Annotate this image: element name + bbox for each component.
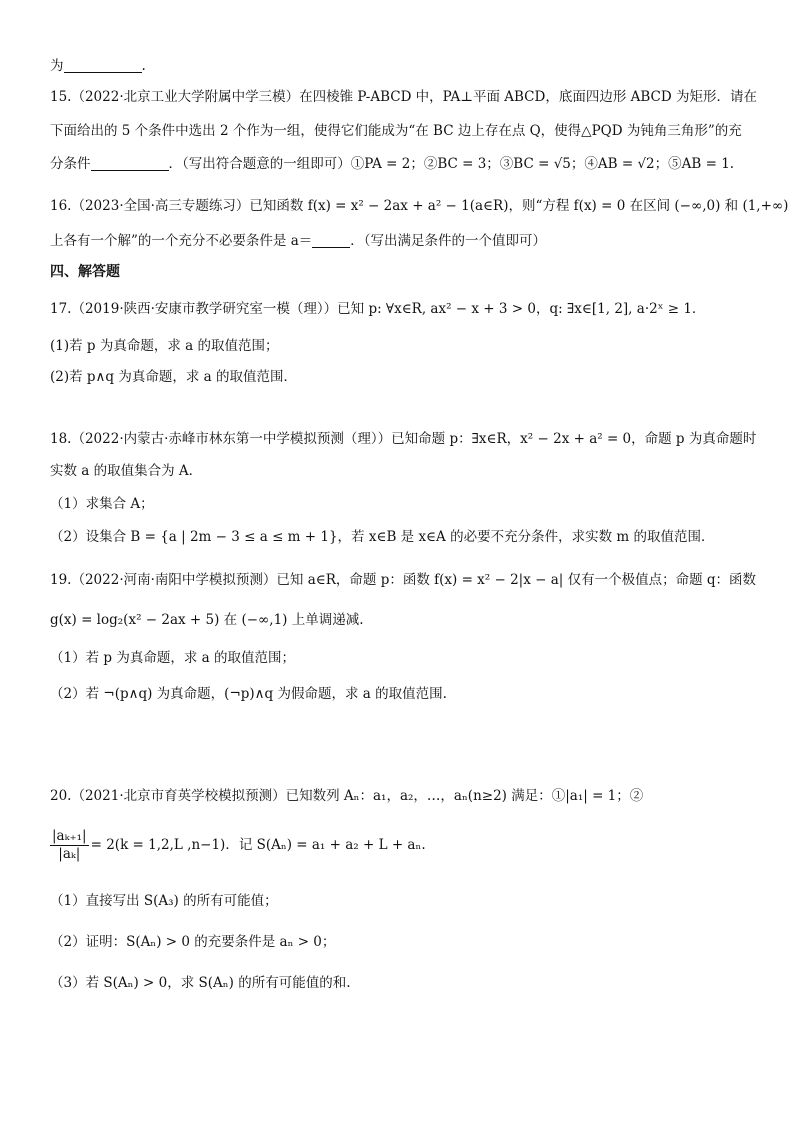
- text-fragment: 分条件: [50, 156, 91, 172]
- question-19-part-2: （2）若 ¬(p∧q) 为真命题，(¬p)∧q 为假命题，求 a 的取值范围.: [50, 686, 447, 702]
- question-17-part-1: (1)若 p 为真命题，求 a 的取值范围；: [50, 338, 279, 354]
- question-15-line-1: 15.（2022·北京工业大学附属中学三模）在四棱锥 P-ABCD 中，PA⊥平面 ABCD，底面四边形 ABCD 为矩形．请在: [50, 89, 757, 105]
- text-fragment: 上各有一个解”的一个充分不必要条件是 a＝: [50, 233, 313, 249]
- text-fragment: ．（写出满足条件的一个值即可）: [350, 233, 546, 249]
- question-17-stem: 17.（2019·陕西·安康市教学研究室一模（理））已知 p: ∀x∈R, ax² − x + 3 > 0，q: ∃x∈[1, 2], a·2ˣ ≥ 1．: [50, 301, 706, 317]
- answer-blank: [312, 233, 350, 248]
- text-fragment: 为: [50, 58, 64, 74]
- text-fragment: .: [141, 58, 146, 74]
- question-15-line-3: [50, 154, 750, 174]
- question-20-stem-line-1: 20.（2021·北京市育英学校模拟预测）已知数列 Aₙ：a₁，a₂，…，aₙ(n≥2) 满足：①|a₁| = 1；②: [50, 788, 644, 804]
- question-19-stem-line-2: g(x) = log₂(x² − 2ax + 5) 在 (−∞,1) 上单调递减.: [50, 612, 364, 628]
- question-16-line-2: [50, 231, 750, 251]
- question-20-part-3: （3）若 S(Aₙ) > 0，求 S(Aₙ) 的所有可能值的和.: [50, 975, 351, 991]
- question-18-stem-line-1: 18.（2022·内蒙古·赤峰市林东第一中学模拟预测（理））已知命题 p：∃x∈R，x² − 2x + a² = 0，命题 p 为真命题时: [50, 431, 757, 447]
- question-18-part-1: （1）求集合 A；: [50, 496, 154, 512]
- fraction-numerator: |aₖ₊₁|: [52, 828, 87, 844]
- ratio-fraction: [50, 828, 89, 863]
- question-20-part-1: （1）直接写出 S(A₃) 的所有可能值；: [50, 893, 278, 909]
- question-16-line-1: 16.（2023·全国·高三专题练习）已知函数 f(x) = x² − 2ax + a² − 1(a∈R)，则“方程 f(x) = 0 在区间 (−∞,0) 和 (1,+∞): [50, 198, 789, 214]
- question-18-stem-line-2: 实数 a 的取值集合为 A．: [50, 463, 203, 479]
- text-fragment: ．（写出符合题意的一组即可）①PA = 2；②BC = 3；③BC = √5；④AB = √2；⑤AB = 1.: [168, 156, 735, 172]
- answer-blank: [64, 58, 142, 73]
- question-20-part-2: （2）证明：S(Aₙ) > 0 的充要条件是 aₙ > 0；: [50, 934, 336, 950]
- q14-answer-line: [50, 56, 750, 76]
- fraction-denominator: |aₖ|: [58, 846, 81, 862]
- section-heading: 四、解答题: [50, 264, 120, 280]
- question-18-part-2: （2）设集合 B = {a | 2m − 3 ≤ a ≤ m + 1}，若 x∈B 是 x∈A 的必要不充分条件，求实数 m 的取值范围．: [50, 529, 715, 545]
- answer-blank: [91, 156, 169, 171]
- question-15-line-2: 下面给出的 5 个条件中选出 2 个作为一组，使得它们能成为“在 BC 边上存在点 Q，使得△PQD 为钝角三角形”的充: [50, 123, 742, 139]
- question-17-part-2: (2)若 p∧q 为真命题，求 a 的取值范围．: [50, 369, 298, 385]
- question-20-stem-line-2: [50, 828, 750, 863]
- question-19-stem-line-1: 19.（2022·河南·南阳中学模拟预测）已知 a∈R，命题 p：函数 f(x) = x² − 2|x − a| 仅有一个极值点；命题 q：函数: [50, 572, 757, 588]
- question-19-part-1: （1）若 p 为真命题，求 a 的取值范围；: [50, 650, 295, 666]
- text-fragment: = 2(k = 1,2,L ,n−1)．记 S(Aₙ) = a₁ + a₂ + L + aₙ.: [90, 837, 426, 853]
